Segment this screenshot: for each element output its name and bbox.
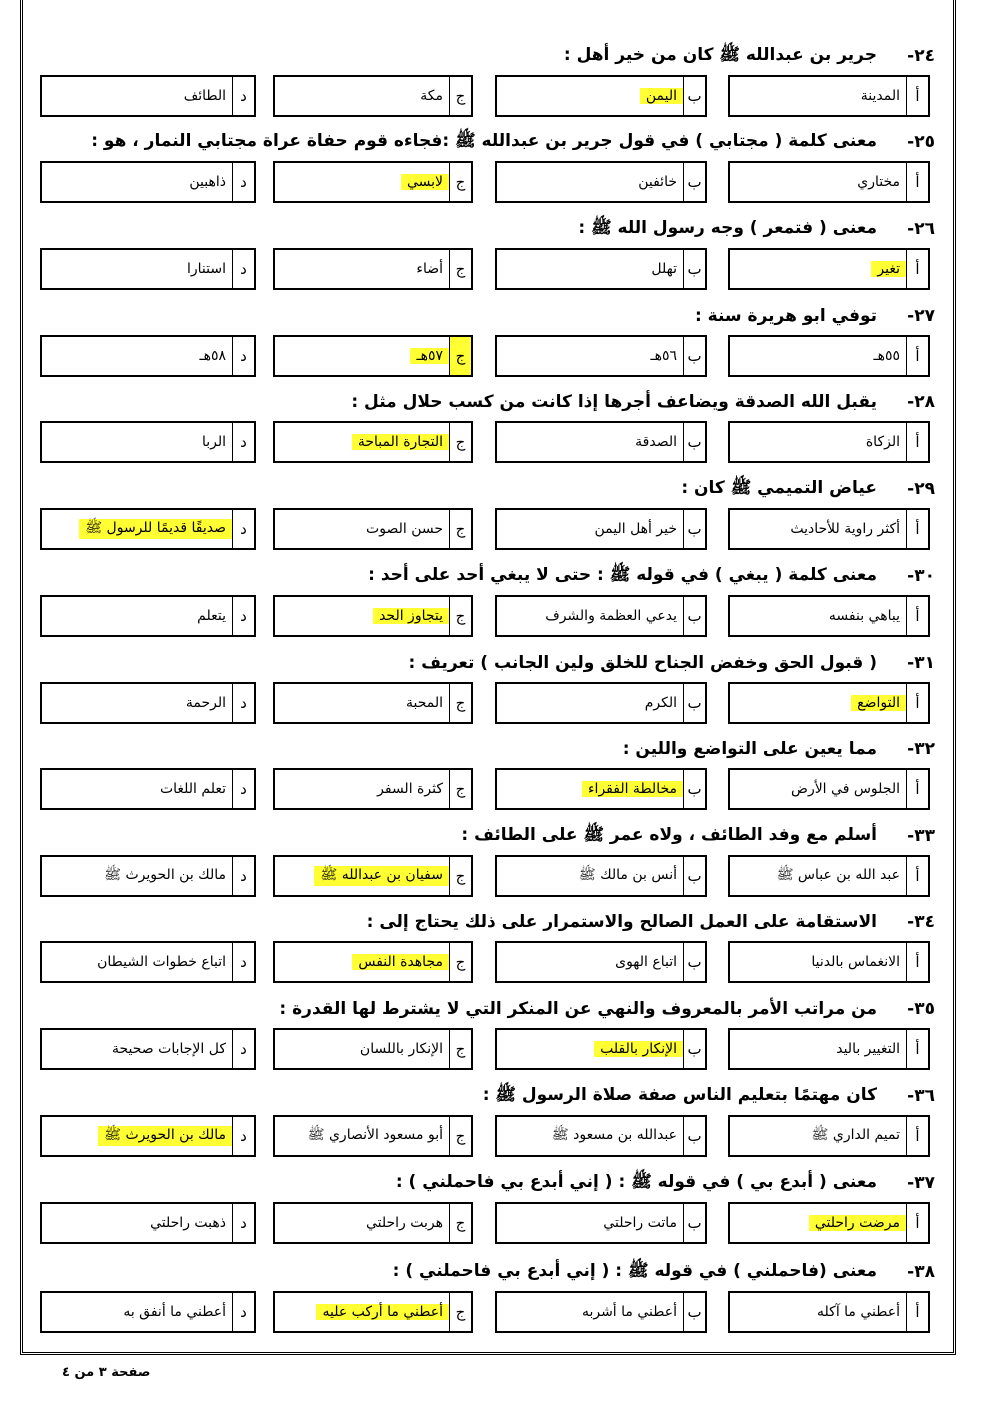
option-text: التواضع (851, 695, 906, 711)
option-letter: ج (449, 77, 471, 115)
option-letter: ب (683, 163, 705, 201)
question-line (396, 1169, 935, 1197)
option-text: يباهي بنفسه (828, 608, 900, 624)
option-letter: أ (906, 423, 928, 461)
question-line (578, 215, 935, 243)
option-text: الرحمة (185, 695, 226, 711)
option-text: تميم الداري ﷺ (811, 1127, 900, 1143)
answer-options (40, 1202, 930, 1244)
option-letter: د (232, 510, 254, 548)
question-number: ٣٥- (907, 999, 935, 1019)
answer-options (40, 1291, 930, 1333)
question-text: جرير بن عبدالله ﷺ كان من خير أهل : (563, 44, 877, 65)
answer-option[interactable] (273, 595, 473, 637)
option-text: ٥٧هـ (410, 348, 449, 364)
option-letter: ب (683, 510, 705, 548)
option-letter: أ (906, 770, 928, 808)
option-letter: ب (683, 337, 705, 375)
option-letter: أ (906, 77, 928, 115)
answer-option[interactable] (495, 1115, 707, 1157)
option-letter: أ (906, 1293, 928, 1331)
option-text: الإنكار بالقلب (594, 1041, 683, 1057)
answer-option[interactable] (495, 941, 707, 983)
question-number: ٣٢- (907, 739, 935, 759)
question-number: ٣٧- (907, 1173, 935, 1193)
option-letter: د (232, 943, 254, 981)
option-text: تغير (871, 261, 906, 277)
answer-option[interactable] (273, 682, 473, 724)
answer-option[interactable] (495, 768, 707, 810)
answer-option[interactable] (728, 335, 930, 377)
answer-option[interactable] (728, 1202, 930, 1244)
answer-option[interactable] (40, 768, 256, 810)
option-text: مخالطة الفقراء (582, 781, 683, 797)
option-text: كل الإجابات صحيحة (112, 1041, 226, 1057)
option-letter: ج (449, 163, 471, 201)
option-text: ذاهبين (189, 174, 226, 190)
answer-option[interactable] (728, 1115, 930, 1157)
option-text: لابسي (401, 174, 449, 190)
question-line (681, 475, 935, 503)
option-text: عبدالله بن مسعود ﷺ (551, 1127, 677, 1143)
answer-option[interactable] (40, 941, 256, 983)
option-letter: ج (449, 1204, 471, 1242)
answer-option[interactable] (728, 508, 930, 550)
answer-options (40, 768, 930, 810)
option-text: هربت راحلتي (365, 1215, 443, 1231)
answer-option[interactable] (273, 1028, 473, 1070)
option-letter: ج (449, 423, 471, 461)
question-number: ٢٥- (907, 132, 935, 152)
option-text: كثرة السفر (377, 781, 443, 797)
answer-option[interactable] (40, 1115, 256, 1157)
option-letter: د (232, 770, 254, 808)
option-text: الكرم (644, 695, 677, 711)
option-letter: د (232, 1204, 254, 1242)
option-text: أعطني ما آكله (817, 1304, 900, 1320)
option-letter: ب (683, 770, 705, 808)
option-letter: ب (683, 77, 705, 115)
question-line (483, 1082, 935, 1110)
option-letter: د (232, 337, 254, 375)
answer-option[interactable] (728, 768, 930, 810)
option-letter: ب (683, 250, 705, 288)
question-number: ٢٧- (907, 306, 935, 326)
answer-option[interactable] (273, 421, 473, 463)
option-letter: ب (683, 1204, 705, 1242)
answer-option[interactable] (728, 421, 930, 463)
option-letter: د (232, 250, 254, 288)
answer-option[interactable] (40, 508, 256, 550)
answer-option[interactable] (728, 855, 930, 897)
question-number: ٢٩- (907, 479, 935, 499)
option-letter: ج (449, 770, 471, 808)
question-line (367, 908, 935, 936)
answer-option[interactable] (495, 421, 707, 463)
option-letter: ج (449, 857, 471, 895)
question-line (623, 735, 935, 763)
question-number: ٣٣- (907, 826, 935, 846)
answer-option[interactable] (273, 75, 473, 117)
answer-option[interactable] (40, 421, 256, 463)
option-text: أبو مسعود الأنصاري ﷺ (307, 1127, 443, 1143)
question-text: يقبل الله الصدقة ويضاعف أجرها إذا كانت من كسب حلال مثل : (351, 392, 877, 412)
option-letter: د (232, 857, 254, 895)
answer-option[interactable] (495, 1291, 707, 1333)
option-text: الطائف (183, 88, 226, 104)
answer-option[interactable] (40, 248, 256, 290)
answer-option[interactable] (273, 1115, 473, 1157)
answer-option[interactable] (495, 855, 707, 897)
question-text: كان مهتمًا بتعليم الناس صفة صلاة الرسول ﷺ : (482, 1084, 877, 1105)
option-text: مالك بن الحويرث ﷺ (98, 1126, 232, 1146)
option-letter: ب (683, 943, 705, 981)
question-text: أسلم مع وفد الطائف ، ولاه عمر ﷺ على الطائف : (461, 824, 877, 845)
option-text: عبد الله بن عباس ﷺ (776, 867, 900, 883)
option-text: الربا (201, 434, 226, 450)
question-line (564, 42, 935, 70)
question-number: ٢٨- (907, 392, 935, 412)
option-text: يتعلم (197, 608, 226, 624)
answer-option[interactable] (40, 855, 256, 897)
answer-option[interactable] (40, 595, 256, 637)
option-text: أكثر راوية للأحاديث (790, 521, 900, 537)
answer-options (40, 682, 930, 724)
answer-option[interactable] (273, 335, 473, 377)
answer-option[interactable] (728, 248, 930, 290)
option-text: يتجاوز الحد (373, 608, 449, 624)
question-text: معنى (فاحملني ) في قوله ﷺ : ( إني أبدع بي فاحملني ) : (392, 1260, 877, 1281)
option-letter: ب (683, 857, 705, 895)
option-text: الجلوس في الأرض (791, 781, 900, 797)
question-number: ٣٦- (907, 1086, 935, 1106)
question-text: ( قبول الحق وخفض الجناح للخلق ولين الجانب ) تعريف : (408, 653, 877, 673)
option-text: التغيير باليد (836, 1041, 900, 1057)
question-text: مما يعين على التواضع واللين : (622, 739, 877, 759)
question-number: ٣٨- (907, 1262, 935, 1282)
answer-option[interactable] (273, 768, 473, 810)
option-letter: ج (449, 250, 471, 288)
answer-option[interactable] (273, 855, 473, 897)
page-footer: صفحة ٣ من ٤ (62, 1365, 151, 1380)
question-line (351, 388, 935, 416)
answer-option[interactable] (40, 1028, 256, 1070)
answer-options (40, 75, 930, 117)
option-letter: ج (449, 684, 471, 722)
answer-option[interactable] (495, 335, 707, 377)
option-text: أعطني ما أركب عليه (316, 1304, 449, 1320)
option-letter: أ (906, 1030, 928, 1068)
answer-option[interactable] (40, 335, 256, 377)
answer-option[interactable] (495, 75, 707, 117)
option-text: مجاهدة النفس (352, 954, 449, 970)
option-letter: أ (906, 510, 928, 548)
answer-option[interactable] (40, 1291, 256, 1333)
option-text: سفيان بن عبدالله ﷺ (314, 866, 449, 886)
option-text: خير أهل اليمن (594, 521, 677, 537)
option-letter: أ (906, 943, 928, 981)
option-text: حسن الصوت (366, 521, 443, 537)
option-text: المحبة (405, 695, 443, 711)
option-letter: ج (449, 337, 471, 375)
question-number: ٢٦- (907, 219, 935, 239)
answer-option[interactable] (728, 1291, 930, 1333)
answer-option[interactable] (273, 941, 473, 983)
option-text: مالك بن الحويرث ﷺ (104, 867, 226, 883)
option-text: صديقًا قديمًا للرسول ﷺ (79, 519, 232, 539)
question-number: ٣٤- (907, 912, 935, 932)
answer-option[interactable] (495, 508, 707, 550)
option-letter: أ (906, 1117, 928, 1155)
answer-option[interactable] (40, 161, 256, 203)
option-text: اتباع خطوات الشيطان (97, 954, 226, 970)
option-letter: أ (906, 337, 928, 375)
question-line (695, 302, 935, 330)
answer-options (40, 335, 930, 377)
question-number: ٣٠- (907, 566, 935, 586)
answer-option[interactable] (273, 161, 473, 203)
answer-options (40, 421, 930, 463)
answer-options (40, 248, 930, 290)
question-text: معنى ( أبدع بي ) في قوله ﷺ : ( إني أبدع بي فاحملني ) : (395, 1171, 877, 1192)
answer-option[interactable] (40, 682, 256, 724)
answer-option[interactable] (728, 941, 930, 983)
answer-option[interactable] (40, 75, 256, 117)
answer-options (40, 595, 930, 637)
option-letter: د (232, 163, 254, 201)
option-text: مختاري (857, 174, 900, 190)
option-text: تعلم اللغات (159, 781, 226, 797)
answer-options (40, 855, 930, 897)
option-text: يدعي العظمة والشرف (545, 608, 677, 624)
option-letter: ب (683, 1293, 705, 1331)
question-number: ٣١- (907, 653, 935, 673)
option-letter: د (232, 1293, 254, 1331)
option-letter: د (232, 684, 254, 722)
question-line (461, 822, 935, 850)
option-letter: أ (906, 597, 928, 635)
option-text: الإنكار باللسان (359, 1041, 443, 1057)
question-line (91, 128, 935, 156)
answer-options (40, 1028, 930, 1070)
answer-option[interactable] (728, 682, 930, 724)
option-letter: أ (906, 250, 928, 288)
option-text: الانغماس بالدنيا (811, 954, 900, 970)
option-text: التجارة المباحة (352, 434, 449, 450)
option-letter: د (232, 1030, 254, 1068)
option-letter: د (232, 423, 254, 461)
answer-option[interactable] (273, 508, 473, 550)
option-letter: أ (906, 857, 928, 895)
question-text: معنى كلمة ( يبغي ) في قوله ﷺ : حتى لا يبغي أحد على أحد : (368, 564, 877, 585)
answer-option[interactable] (495, 682, 707, 724)
option-text: أضاء (416, 261, 443, 277)
option-text: مكة (420, 88, 443, 104)
option-letter: ج (449, 510, 471, 548)
option-text: مرضت راحلتي (809, 1215, 906, 1231)
answer-option[interactable] (728, 1028, 930, 1070)
option-text: ٥٨هـ (199, 348, 226, 364)
answer-option[interactable] (728, 75, 930, 117)
question-text: عياض التميمي ﷺ كان : (681, 477, 877, 498)
option-letter: ج (449, 943, 471, 981)
option-text: أعطني ما أنفق به (123, 1304, 226, 1320)
question-line (408, 649, 935, 677)
option-letter: د (232, 1117, 254, 1155)
option-letter: ج (449, 597, 471, 635)
option-letter: ب (683, 597, 705, 635)
question-text: من مراتب الأمر بالمعروف والنهي عن المنكر التي لا يشترط لها القدرة : (279, 999, 877, 1019)
answer-options (40, 161, 930, 203)
question-number: ٢٤- (907, 46, 935, 66)
option-letter: ب (683, 1030, 705, 1068)
option-text: المدينة (860, 88, 900, 104)
option-text: ماتت راحلتي (603, 1215, 677, 1231)
answer-options (40, 1115, 930, 1157)
answer-option[interactable] (495, 1028, 707, 1070)
option-letter: ج (449, 1117, 471, 1155)
option-text: اليمن (640, 88, 683, 104)
option-text: استنارا (187, 261, 226, 277)
option-text: ٥٥هـ (873, 348, 900, 364)
question-text: معنى كلمة ( مجتابي ) في قول جرير بن عبدالله ﷺ :فجاءه قوم حفاة عراة مجتابي النمار ، هو : (91, 130, 877, 151)
answer-option[interactable] (728, 595, 930, 637)
option-text: الصدقة (635, 434, 677, 450)
option-letter: ب (683, 423, 705, 461)
answer-option[interactable] (273, 1202, 473, 1244)
question-line (368, 562, 935, 590)
option-letter: ج (449, 1293, 471, 1331)
option-letter: د (232, 597, 254, 635)
answer-options (40, 508, 930, 550)
option-letter: د (232, 77, 254, 115)
question-line (393, 1258, 935, 1286)
question-line (279, 995, 935, 1023)
answer-option[interactable] (728, 161, 930, 203)
option-text: خائفين (638, 174, 677, 190)
answer-option[interactable] (495, 248, 707, 290)
option-letter: أ (906, 1204, 928, 1242)
option-text: الزكاة (865, 434, 900, 450)
answer-option[interactable] (273, 248, 473, 290)
answer-option[interactable] (495, 595, 707, 637)
option-text: تهلل (651, 261, 677, 277)
option-text: أنس بن مالك ﷺ (578, 867, 677, 883)
option-text: أعطني ما أشربه (581, 1304, 677, 1320)
answer-option[interactable] (40, 1202, 256, 1244)
option-letter: أ (906, 684, 928, 722)
option-letter: ج (449, 1030, 471, 1068)
option-letter: ب (683, 1117, 705, 1155)
answer-option[interactable] (273, 1291, 473, 1333)
answer-option[interactable] (495, 161, 707, 203)
question-text: توفي ابو هريرة سنة : (694, 306, 877, 326)
option-letter: أ (906, 163, 928, 201)
question-text: الاستقامة على العمل الصالح والاستمرار على ذلك يحتاج إلى : (366, 912, 877, 932)
option-text: ٥٦هـ (650, 348, 677, 364)
question-text: معنى ( فتمعر ) وجه رسول الله ﷺ : (578, 217, 877, 238)
option-text: اتباع الهوى (615, 954, 677, 970)
option-text: ذهبت راحلتي (150, 1215, 226, 1231)
option-letter: ب (683, 684, 705, 722)
answer-options (40, 941, 930, 983)
answer-option[interactable] (495, 1202, 707, 1244)
